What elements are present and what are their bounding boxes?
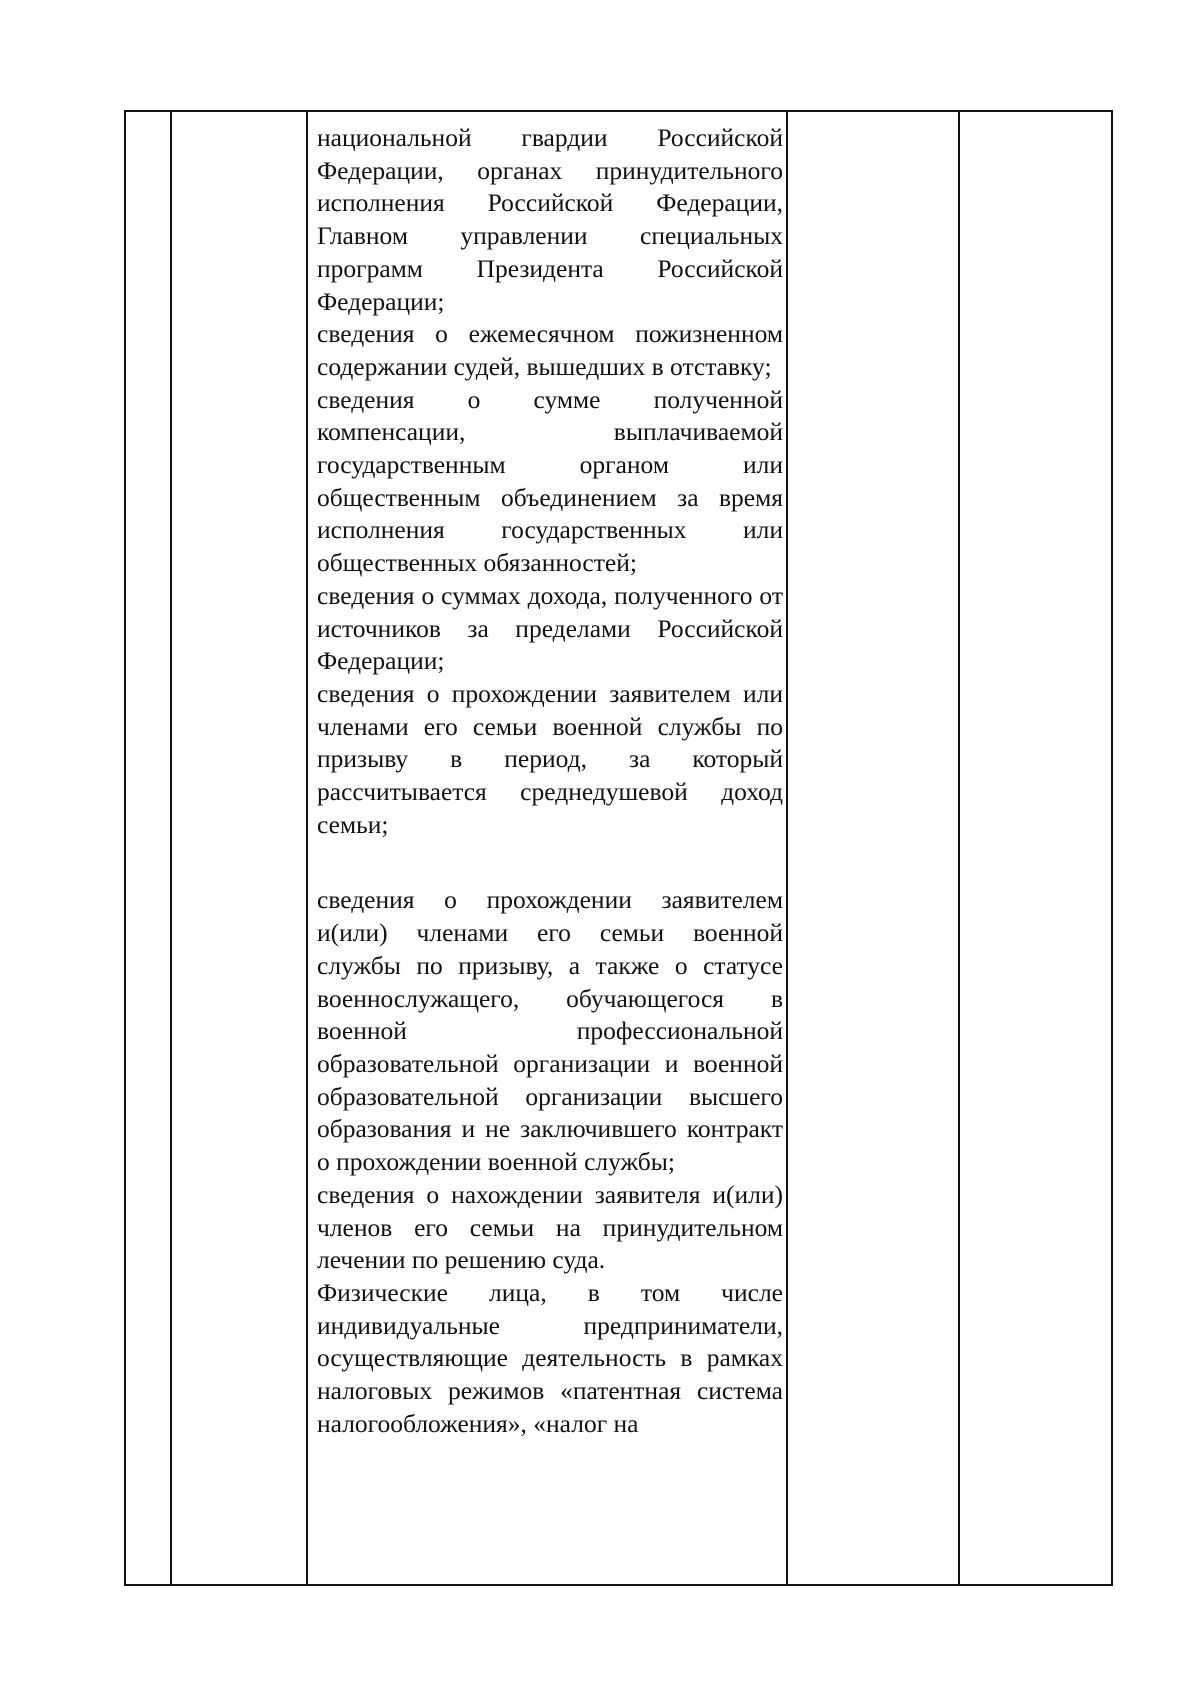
column-divider-2 — [306, 112, 308, 1584]
paragraph-4: сведения о суммах дохода, полученного от источников за пределами Российской Федерации; — [317, 580, 783, 676]
paragraph-6: сведения о прохождении заявителем и(или) членами его семьи военной службы по призыву, а также о статусе военнослужащего, обучающегося в военной профессиональной образовательной организации и военной образовательной организации высшего образования и не заключившего контракт о прохождении военной службы; — [317, 885, 783, 1177]
paragraph-2: сведения о ежемесячном пожизненном содержании судей, вышедших в отставку; — [317, 319, 783, 381]
table-cell-description — [317, 122, 783, 1440]
paragraph-8: Физические лица, в том числе индивидуальные предприниматели, осуществляющие деятельность в рамках налоговых режимов «патентная система налогообложения», «налог на — [317, 1277, 783, 1438]
paragraph-1: национальной гвардии Российской Федерации, органах принудительного исполнения Российской Федерации, Главном управлении специальных программ Президента Российской Федерации; — [317, 123, 783, 316]
document-table — [124, 110, 1113, 1586]
column-divider-4 — [958, 112, 960, 1584]
column-divider-3 — [786, 112, 788, 1584]
paragraph-3: сведения о сумме полученной компенсации, выплачиваемой государственным органом или общественным объединением за время исполнения государственных или общественных обязанностей; — [317, 384, 783, 578]
paragraph-5: сведения о прохождении заявителем или членами его семьи военной службы по призыву в период, за который рассчитывается среднедушевой доход семьи; — [317, 678, 783, 839]
column-divider-1 — [170, 112, 172, 1584]
paragraph-7: сведения о нахождении заявителя и(или) членов его семьи на принудительном лечении по решению суда. — [317, 1179, 783, 1275]
